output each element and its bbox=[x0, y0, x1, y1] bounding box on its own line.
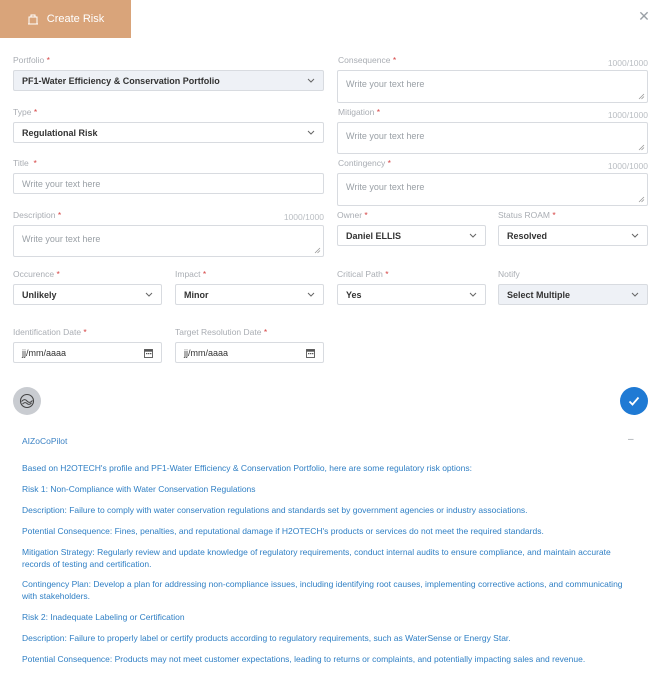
target-date-label: Target Resolution Date * bbox=[175, 327, 268, 337]
ai-copilot-button[interactable] bbox=[13, 387, 41, 415]
ai-paragraph: Contingency Plan: Develop a plan for addressing non-compliance issues, including identifying root causes, implementing corrective actions, and communicating with stakeholders. bbox=[22, 579, 623, 601]
mitigation-counter: 1000/1000 bbox=[607, 110, 648, 120]
ai-paragraph: Risk 1: Non-Compliance with Water Conservation Regulations bbox=[22, 484, 256, 494]
resize-grip-icon[interactable] bbox=[638, 196, 645, 203]
create-risk-label: Create Risk bbox=[46, 13, 105, 25]
contingency-label: Contingency * bbox=[338, 158, 391, 168]
confirm-button[interactable] bbox=[620, 387, 648, 415]
notify-select[interactable] bbox=[498, 284, 648, 305]
ai-paragraph: Description: Failure to comply with water conservation regulations and standards set by government agencies or industry associations. bbox=[22, 505, 528, 515]
occurence-label: Occurence * bbox=[13, 269, 60, 279]
chevron-down-icon bbox=[307, 78, 315, 83]
chevron-down-icon bbox=[469, 292, 477, 297]
title-placeholder: Write your text here bbox=[22, 178, 101, 189]
check-icon bbox=[627, 394, 641, 408]
owner-select[interactable] bbox=[337, 225, 486, 246]
portfolio-select[interactable] bbox=[13, 70, 324, 91]
title-input[interactable] bbox=[13, 173, 324, 194]
description-placeholder: Write your text here bbox=[22, 234, 101, 244]
description-textarea[interactable] bbox=[13, 225, 324, 257]
ai-paragraph: Potential Consequence: Products may not meet customer expectations, leading to returns or complaints, and potentially impacting sales and revenue. bbox=[22, 654, 586, 664]
type-select[interactable] bbox=[13, 122, 324, 143]
calendar-icon[interactable] bbox=[144, 348, 153, 358]
chevron-down-icon bbox=[631, 233, 639, 238]
chevron-down-icon bbox=[145, 292, 153, 297]
type-label: Type * bbox=[13, 107, 38, 117]
critical-path-select[interactable] bbox=[337, 284, 486, 305]
critical-path-label: Critical Path * bbox=[337, 269, 389, 279]
impact-label: Impact * bbox=[175, 269, 207, 279]
minimize-icon[interactable]: – bbox=[628, 434, 634, 445]
identification-date-value: jj/mm/aaaa bbox=[22, 347, 67, 358]
critical-path-value: Yes bbox=[346, 289, 362, 300]
mitigation-textarea[interactable] bbox=[337, 122, 648, 154]
chevron-down-icon bbox=[307, 130, 315, 135]
consequence-counter: 1000/1000 bbox=[607, 58, 648, 68]
notify-label: Notify bbox=[498, 269, 520, 279]
consequence-label: Consequence * bbox=[338, 55, 397, 65]
resize-grip-icon[interactable] bbox=[638, 93, 645, 100]
ai-copilot-icon bbox=[19, 393, 35, 409]
impact-value: Minor bbox=[184, 289, 209, 300]
portfolio-label: Portfolio * bbox=[13, 55, 50, 65]
mitigation-placeholder: Write your text here bbox=[346, 131, 425, 141]
ai-paragraph: Based on H2OTECH's profile and PF1-Water Efficiency & Conservation Portfolio, here are some regulatory risk options: bbox=[22, 463, 472, 473]
mitigation-label: Mitigation * bbox=[338, 107, 381, 117]
create-risk-tab[interactable] bbox=[0, 0, 131, 38]
status-value: Resolved bbox=[507, 230, 548, 241]
resize-grip-icon[interactable] bbox=[638, 144, 645, 151]
calendar-icon[interactable] bbox=[306, 348, 315, 358]
chevron-down-icon bbox=[631, 292, 639, 297]
owner-value: Daniel ELLIS bbox=[346, 230, 402, 241]
occurence-select[interactable] bbox=[13, 284, 162, 305]
risk-flag-icon bbox=[27, 13, 39, 25]
target-date-value: jj/mm/aaaa bbox=[184, 347, 229, 358]
contingency-counter: 1000/1000 bbox=[607, 161, 648, 171]
contingency-placeholder: Write your text here bbox=[346, 182, 425, 192]
ai-panel-title: AIZoCoPilot bbox=[22, 436, 68, 446]
description-counter: 1000/1000 bbox=[283, 212, 324, 222]
consequence-textarea[interactable] bbox=[337, 70, 648, 103]
ai-paragraph: Risk 2: Inadequate Labeling or Certification bbox=[22, 612, 185, 622]
chevron-down-icon bbox=[469, 233, 477, 238]
consequence-placeholder: Write your text here bbox=[346, 79, 425, 89]
portfolio-value: PF1-Water Efficiency & Conservation Portfolio bbox=[22, 75, 220, 86]
impact-select[interactable] bbox=[175, 284, 324, 305]
contingency-textarea[interactable] bbox=[337, 173, 648, 206]
occurence-value: Unlikely bbox=[22, 289, 57, 300]
identification-date-label: Identification Date * bbox=[13, 327, 87, 337]
type-value: Regulational Risk bbox=[22, 127, 98, 138]
identification-date-input[interactable] bbox=[13, 342, 162, 363]
chevron-down-icon bbox=[307, 292, 315, 297]
title-label: Title * bbox=[13, 158, 37, 168]
resize-grip-icon[interactable] bbox=[314, 247, 321, 254]
ai-paragraph: Potential Consequence: Fines, penalties, and reputational damage if H2OTECH's products or services do not meet the required standards. bbox=[22, 526, 544, 536]
ai-paragraph: Description: Failure to properly label or certify products according to regulatory requirements, such as WaterSense or Energy Star. bbox=[22, 633, 511, 643]
notify-value: Select Multiple bbox=[507, 289, 571, 300]
owner-label: Owner * bbox=[337, 210, 368, 220]
ai-paragraph: Mitigation Strategy: Regularly review and update knowledge of regulatory requirements, conduct internal audits to ensure compliance, and maintain accurate records of testing and certification. bbox=[22, 547, 611, 569]
status-label: Status ROAM * bbox=[498, 210, 556, 220]
status-select[interactable] bbox=[498, 225, 648, 246]
close-icon[interactable]: ✕ bbox=[638, 8, 650, 24]
description-label: Description * bbox=[13, 210, 62, 220]
target-date-input[interactable] bbox=[175, 342, 324, 363]
